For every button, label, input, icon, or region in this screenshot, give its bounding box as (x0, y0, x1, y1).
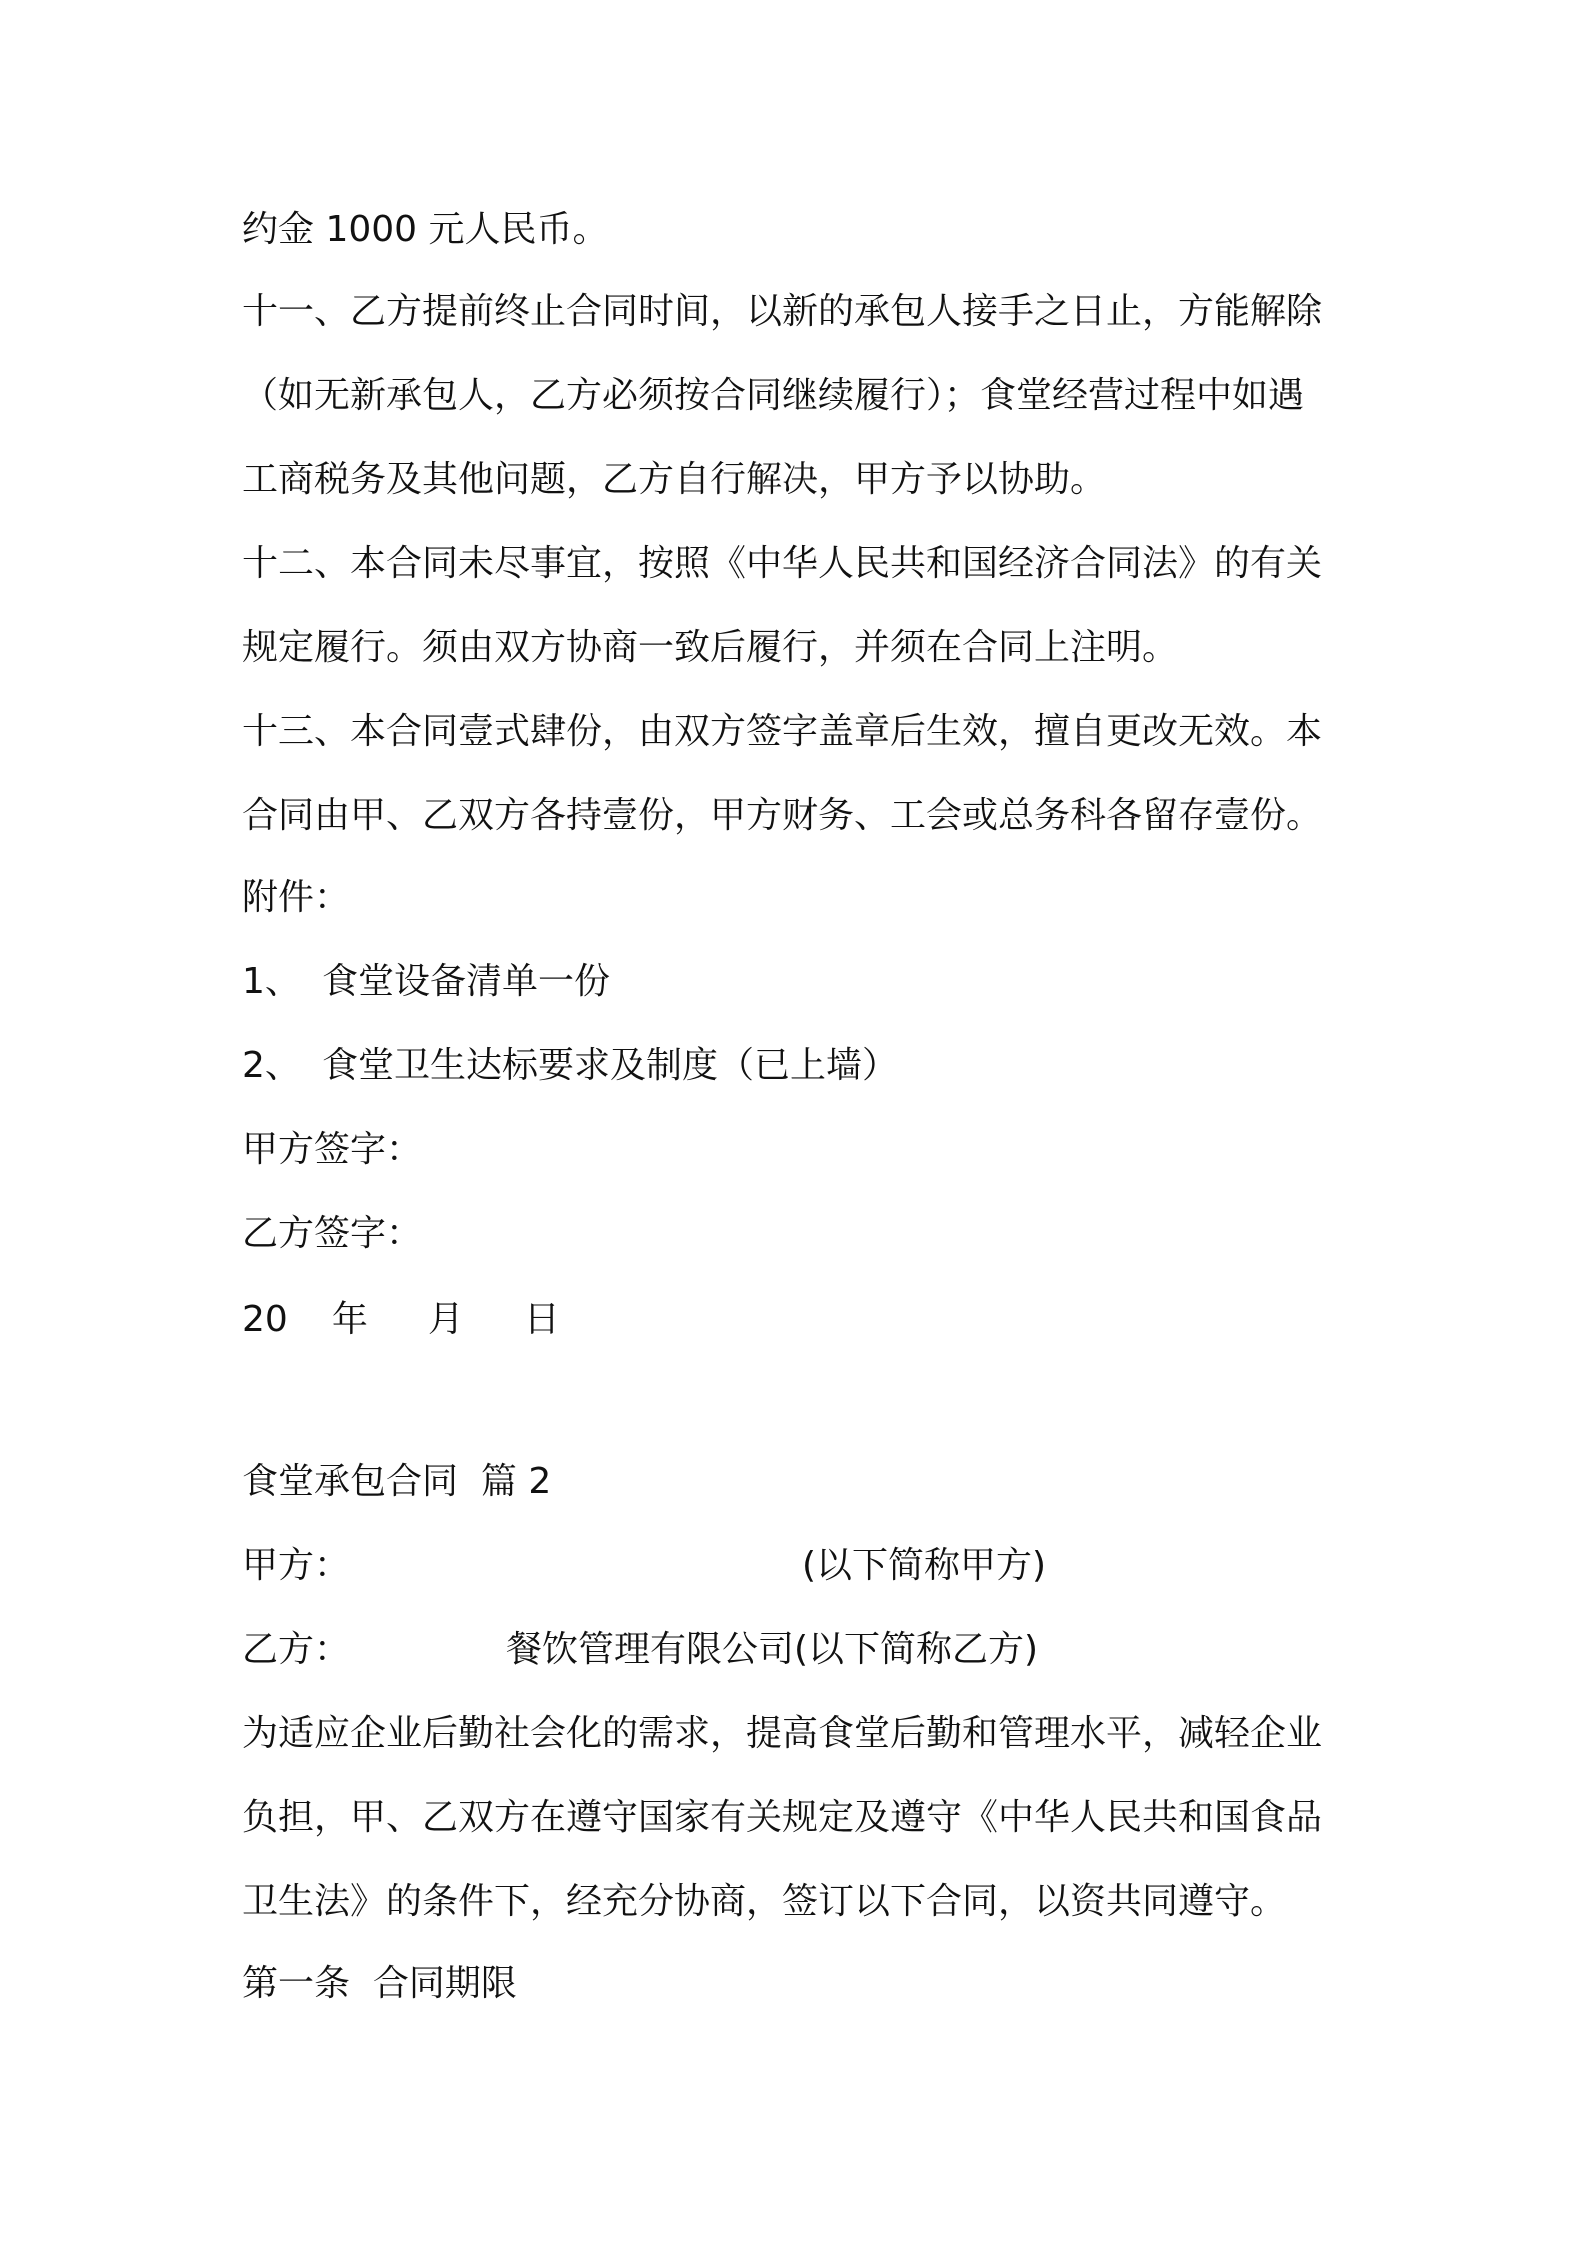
date-day: 日 (523, 1299, 560, 1340)
party-a-label: 甲方： (242, 1545, 351, 1586)
party-b-signature-label: 乙方签字： (242, 1213, 423, 1254)
intro-line: 为适应企业后勤社会化的需求，提高食堂后勤和管理水平，减轻企业 (242, 1713, 1323, 1754)
attachment-item (242, 1044, 1362, 1088)
paragraph-line: 规定履行。须由双方协商一致后履行，并须在合同上注明。 (242, 627, 1179, 668)
paragraph-line: 约金 1000 元人民币。 (242, 209, 609, 250)
attachment-number: 1、 (242, 961, 301, 1002)
article-title: 第一条 合同期限 (242, 1963, 517, 2004)
party-b-label: 乙方： (242, 1629, 351, 1670)
paragraph-line: 十二、本合同未尽事宜，按照《中华人民共和国经济合同法》的有关 (242, 543, 1323, 584)
attachments-heading: 附件： (242, 877, 351, 918)
party-b-line (242, 1628, 1362, 1672)
attachment-text: 食堂卫生达标要求及制度（已上墙） (322, 1045, 899, 1086)
attachment-item (242, 960, 1362, 1004)
paragraph-line: 十三、本合同壹式肆份，由双方签字盖章后生效，擅自更改无效。本 (242, 711, 1323, 752)
party-a-suffix: (以下简称甲方) (802, 1545, 1047, 1586)
section-title: 食堂承包合同 篇 2 (242, 1461, 552, 1502)
party-a-signature-label: 甲方签字： (242, 1129, 423, 1170)
paragraph-line: 十一、乙方提前终止合同时间，以新的承包人接手之日止，方能解除 (242, 291, 1323, 332)
date-year-prefix: 20 (242, 1299, 288, 1340)
paragraph-line: 工商税务及其他问题，乙方自行解决，甲方予以协助。 (242, 459, 1107, 500)
attachment-number: 2、 (242, 1045, 301, 1086)
intro-line: 负担，甲、乙双方在遵守国家有关规定及遵守《中华人民共和国食品 (242, 1797, 1323, 1838)
intro-line: 卫生法》的条件下，经充分协商，签订以下合同，以资共同遵守。 (242, 1881, 1287, 1922)
date-year: 年 (331, 1299, 368, 1340)
party-a-line (242, 1544, 1362, 1588)
date-line (242, 1298, 1362, 1342)
party-b-company: 餐饮管理有限公司(以下简称乙方) (506, 1629, 1039, 1670)
paragraph-line: 合同由甲、乙双方各持壹份，甲方财务、工会或总务科各留存壹份。 (242, 795, 1323, 836)
attachment-text: 食堂设备清单一份 (322, 961, 611, 1002)
paragraph-line: （如无新承包人，乙方必须按合同继续履行）；食堂经营过程中如遇 (242, 375, 1305, 416)
date-month: 月 (427, 1299, 464, 1340)
